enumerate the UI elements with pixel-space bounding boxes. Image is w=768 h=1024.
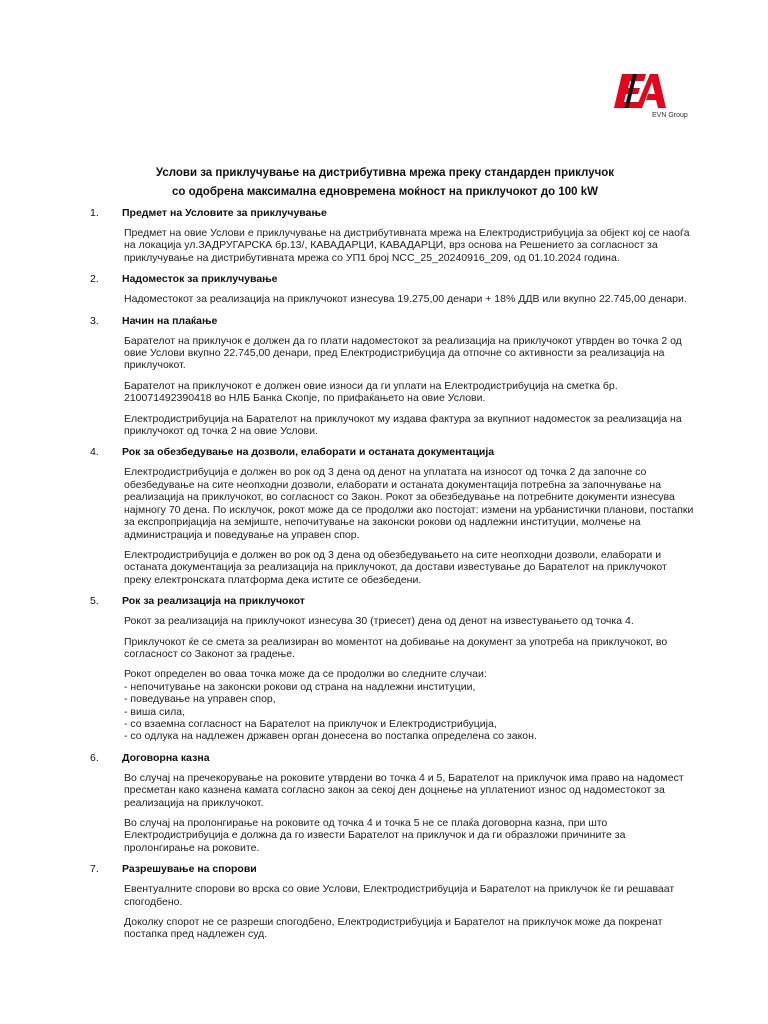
section-heading: [90, 272, 696, 286]
section-heading: [90, 314, 696, 328]
evn-logo-mark: [612, 70, 670, 112]
section-heading: [90, 594, 696, 608]
list-item: - поведување на управен спор,: [124, 693, 276, 706]
section-number: 2.: [90, 273, 99, 286]
section-heading: [90, 206, 696, 220]
list-item: - со взаемна согласност на Барателот на приклучок и Електродистрибуција,: [124, 717, 497, 730]
section-fee: [90, 272, 696, 305]
section-heading: [90, 751, 696, 765]
section-title: Рок за реализација на приклучокот: [122, 595, 305, 608]
section-title: Начин на плаќање: [122, 314, 218, 327]
paragraph: Во случај на пролонгирање на роковите од точка 4 и точка 5 не се плаќа договорна казна, при што Електродистрибуција е должна да го извести Барателот на приклучок и да ги образложи причините за пролонгирање на роковите.: [124, 817, 626, 854]
section-subject: [90, 206, 696, 264]
section-title: Предмет на Условите за приклучување: [122, 207, 327, 219]
list-item: - непочитување на законски рокови од страна на надлежни институции,: [124, 680, 476, 693]
paragraph: Електродистрибуција на Барателот на приклучокот му издава фактура за вкупниот надоместок за реализација на приклучокот од точка 2 на овие Услови.: [124, 412, 682, 438]
paragraph: Електродистрибуција е должен во рок од 3 дена од денот на уплатата на износот од точка 2 да започне со обезбедување на сите неопходни дозволи, елаборати и останата документација потребна за започнување на реализација на приклучокот, во согласност со Закон. Рокот за обезбедување на потребните документи изнесува најмногу 70 дена. По исклучок, рокот може да се продолжи ако постојат: измени на урбанистички планови, постапки за експропријација на земјиште, непочитување на законски рокови од надлежни институции, молчење на администрација и поведување на управен спор.: [124, 466, 694, 541]
extension-cases: [124, 668, 696, 742]
section-number: 4.: [90, 446, 99, 459]
section-deadline: [90, 594, 696, 743]
paragraph: Барателот на приклучок е должен да го плати надоместокот за реализација на приклучокот утврден во точка 2 од овие Услови вкупно 22.745,00 денари, пред Електродистрибуција да отпочне со активности за реализација на приклучокот.: [124, 334, 682, 372]
paragraph: Барателот на приклучокот е должен овие износи да ги уплати на Електродистрибуција на сметка бр. 210071492390418 во НЛБ Банка Скопје, по прифаќањето на овие Услови.: [124, 379, 618, 405]
section-title: Надоместок за приклучување: [122, 273, 278, 286]
paragraph: Доколку спорот не се разреши спогодбено, Електродистрибуција и Барателот на приклучок може да покренат постапка пред надлежен суд.: [124, 916, 663, 941]
section-disputes: [90, 862, 696, 941]
section-heading: [90, 445, 696, 459]
title-line-1: Услови за приклучување на дистрибутивна мрежа преку стандарден приклучок: [155, 167, 615, 179]
evn-logo: [612, 70, 704, 126]
paragraph: Електродистрибуција е должен во рок од 3 дена од обезбедувањето на сите неопходни дозволи, елаборати и останата документација за реализација на приклучокот, да достави известување до Барателот на приклучокот преку електронската платформа дека истите се обезбедени.: [124, 548, 667, 586]
section-title: Договорна казна: [122, 751, 210, 764]
logo-subtitle: EVN Group: [652, 112, 688, 119]
section-number: 6.: [90, 751, 99, 764]
title-line-2: со одобрена максимална едновремена моќност на приклучокот до 100 kW: [172, 186, 598, 198]
paragraph: Во случај на пречекорување на роковите утврдени во точка 4 и 5, Барателот на приклучок има право на надомест пресметан како казнена камата согласно закон за секој ден доцнење на уплатениот износ од надоместокот за реализација на приклучокот.: [124, 771, 684, 809]
paragraph: Приклучокот ќе се смета за реализиран во моментот на добивање на документ за употреба на приклучокот, во согласност со Законот за градење.: [124, 635, 668, 660]
list-item: - со одлука на надлежен државен орган донесена во постапка определена со закон.: [124, 730, 537, 743]
paragraph: Предмет на овие Услови е приклучување на дистрибутивната мрежа на Електродистрибуција за објект кој се наоѓа на локација ул.ЗАДРУГАРСКА бр.13/, КАВАДАРЦИ, КАВАДАРЦИ, врз основа на Решението за согласност за приклучување на дистрибутивната мрежа со УП1 број NCC_25_20240916_209, од 01.10.2024 година.: [124, 227, 690, 264]
section-title: Рок за обезбедување на дозволи, елаборати и останата документација: [122, 446, 495, 459]
section-penalty: [90, 751, 696, 854]
document-body: [90, 206, 696, 949]
paragraph: Евентуалните спорови во врска со овие Услови, Електродистрибуција и Барателот на приклучок ќе ги решаваат спогодбено.: [124, 883, 675, 908]
section-heading: [90, 862, 696, 876]
section-number: 5.: [90, 595, 99, 608]
section-permits: [90, 445, 696, 586]
section-title: Разрешување на спорови: [122, 863, 257, 876]
document-title: [80, 164, 690, 202]
paragraph: Рокот за реализација на приклучокот изнесува 30 (триесет) дена од денот на известувањето од точка 4.: [124, 615, 634, 628]
section-number: 7.: [90, 863, 99, 876]
section-payment: [90, 314, 696, 438]
section-number: 3.: [90, 314, 99, 327]
section-number: 1.: [90, 207, 99, 219]
paragraph: Надоместокот за реализација на приклучокот изнесува 19.275,00 денари + 18% ДДВ или вкупно 22.745,00 денари.: [124, 293, 687, 306]
list-intro: Рокот определен во оваа точка може да се продолжи во следните случаи:: [124, 668, 487, 681]
list-item: - виша сила,: [124, 705, 186, 718]
